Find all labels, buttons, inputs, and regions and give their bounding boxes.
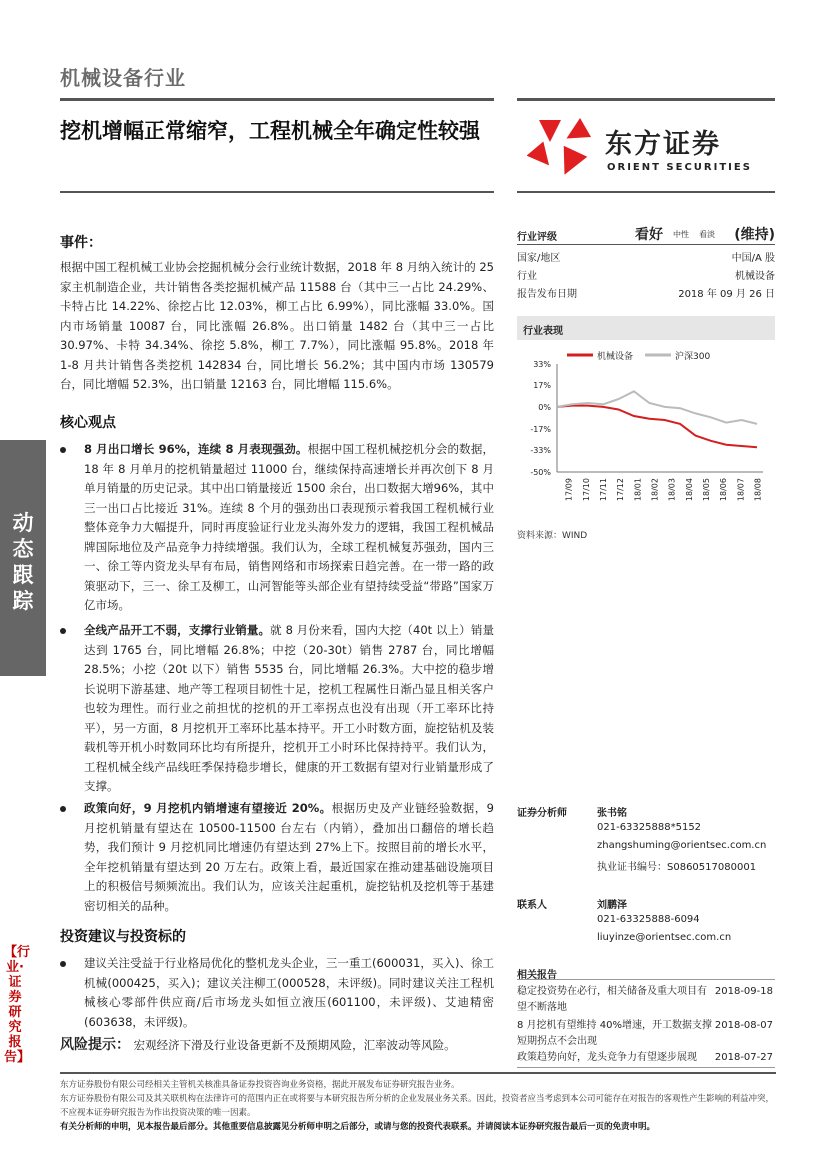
kv-key: 报告发布日期 xyxy=(517,289,577,300)
footer-line-1: 东方证券股份有限公司经相关主管机关核准具备证券投资咨询业务资格，据此开展发布证券研究报告业务。 xyxy=(60,1080,460,1090)
x-tick-label: 17/11 xyxy=(598,478,608,502)
bullet-dot xyxy=(60,806,66,812)
x-tick-label: 18/01 xyxy=(633,478,643,502)
x-tick-label: 18/04 xyxy=(684,478,694,502)
contact-phone: 021-63325888-6094 xyxy=(597,914,700,925)
related-report-title: 政策趋势向好，龙头竞争力有望逐步展现 xyxy=(517,1052,697,1063)
kv-key: 行业 xyxy=(517,271,537,282)
event-body: 根据中国工程机械工业协会挖掘机械分会行业统计数据，2018 年 8 月纳入统计的 25 家主机制造企业，共计销售各类挖掘机械产品 11588 台（其中三一占比 24.29%、卡特占比 14.22%、徐挖占比 12.03%，柳工占比 6.99%），同比涨幅 33.0%。国内市场销量 10087 台，同比涨幅 26.8%。出口销量 1482 台（其中三一占比 30.97%、卡特 34.34%、徐挖 5.8%，柳工 7.7%），同比涨幅 95.8%。2018 年 1-8 月共计销售各类挖机 142834 台，同比增长 56.2%；其中国内市场 130579 台，同比增幅 52.3%，出口销量 12163 台，同比增幅 115.6%。 xyxy=(60,260,494,391)
logo-text-cn: 东方证券 xyxy=(605,129,721,160)
contact-email[interactable]: liuyinze@orientsec.com.cn xyxy=(597,932,732,943)
event-heading: 事件： xyxy=(60,235,102,251)
related-heading: 相关报告 xyxy=(517,970,557,981)
kv-value: 2018 年 09 月 26 日 xyxy=(678,289,775,300)
rating-bearish: 看淡 xyxy=(699,230,715,239)
y-tick-label: 0% xyxy=(538,402,551,412)
footer-line-2: 东方证券股份有限公司及其关联机构在法律许可的范围内正在或将要与本研究报告所分析的企业发展业务关系。因此，投资者应当考虑到本公司可能存在对报告的客观性产生影响的利益冲突，不应视本证券研究报告为作出投资决策的唯一因素。 xyxy=(60,1094,775,1118)
kv-value: 机械设备 xyxy=(735,271,775,282)
bullet-text: 就 8 月份来看，国内大挖（40t 以上）销量达到 1765 台，同比增幅 26.8%；中挖（20-30t）销售 2787 台，同比增幅 28.5%；小挖（20t 以下）销售 5535 台，同比增幅 26.3%。大中挖的稳步增长说明下游基建、地产等工程项目韧性十足，挖机工程属性日渐凸显且相关客户也较为理性。而行业之前担忧的挖机的开工率拐点也没有出现（开工率环比持平），另一方面，8 月挖机开工率环比基本持平。开工小时数方面，旋挖钻机及装载机等开机小时数同环比均有所提升，挖机开工小时环比保持持平。我们认为，工程机械全线产品线旺季保持稳步增长，健康的开工数据有望对行业销量形成了支撑。 xyxy=(84,623,494,793)
x-tick-label: 17/09 xyxy=(564,478,574,502)
core-bullet-3 xyxy=(84,799,494,916)
industry-title: 机械设备行业 xyxy=(60,66,186,90)
bullet-lead: 全线产品开工不弱，支撑行业销量。 xyxy=(84,623,271,637)
x-tick-label: 18/05 xyxy=(701,478,711,502)
logo-mark-icon xyxy=(527,116,597,182)
related-rule xyxy=(517,979,775,980)
contact-name: 刘鹏泽 xyxy=(597,900,627,911)
rating-value: 看好 xyxy=(635,227,663,243)
x-tick-label: 18/07 xyxy=(736,478,746,502)
chart-source: 资料来源：WIND xyxy=(517,531,588,541)
invest-heading: 投资建议与投资标的 xyxy=(60,929,186,945)
related-report-date: 2018-07-27 xyxy=(714,1052,773,1063)
core-heading: 核心观点 xyxy=(60,415,116,431)
bullet-dot xyxy=(60,961,66,967)
related-report-item[interactable] xyxy=(517,984,775,1016)
risk-text: 宏观经济下滑及行业设备更新不及预期风险，汇率波动等风险。 xyxy=(133,1038,456,1052)
contact-label: 联系人 xyxy=(517,900,547,911)
rating-label: 行业评级 xyxy=(517,232,557,243)
related-report-item[interactable] xyxy=(517,1018,775,1050)
rating-neutral: 中性 xyxy=(673,230,689,239)
kv-key: 国家/地区 xyxy=(517,253,561,264)
rating-rule xyxy=(517,244,775,245)
legend-label: 机械设备 xyxy=(597,352,634,362)
x-tick-label: 18/06 xyxy=(719,478,729,502)
x-tick-label: 17/10 xyxy=(581,478,591,502)
bullet-dot xyxy=(60,447,66,453)
analyst-cert: 执业证书编号：S0860517080001 xyxy=(597,862,757,873)
related-bottom-rule xyxy=(517,1067,775,1068)
x-tick-label: 17/12 xyxy=(616,478,626,502)
y-tick-label: -33% xyxy=(530,445,551,455)
side-band-text: 【行业·证券研究报告】 xyxy=(4,945,31,1065)
related-report-item[interactable] xyxy=(517,1050,775,1066)
y-tick-label: -50% xyxy=(530,468,551,477)
bullet-text: 根据中国工程机械挖机分会的数据，18 年 8 月单月的挖机销量超过 11000 台，继续保持高速增长并再次创下 8 月单月销量的历史记录。其中出口销量接近 1500 余台，出口数据大增96%，其中三一出口占比接近 31%。连续 8 个月的强劲出口表现预示着我国工程机械行业整体竞争力大幅提升，同时再度验证行业龙头海外发力的逻辑，我国工程机械品牌国际地位及产品竞争力持续增强。我们认为，全球工程机械复苏强劲，国内三一、徐工等内资龙头早有布局，销售网络和市场探索日趋完善。在一带一路的政策驱动下，三一、徐工及柳工，山河智能等头部企业有望持续受益“带路”国家万亿市场。 xyxy=(84,442,494,612)
core-bullet-1 xyxy=(84,440,494,616)
invest-text: 建议关注受益于行业格局优化的整机龙头企业，三一重工(600031，买入)、徐工机械(000425，买入)；建议关注柳工(000528，未评级)。同时建议关注工程机械核心零部件供应商/后市场龙头如恒立液压(601100，未评级)、艾迪精密(603638，未评级)。 xyxy=(84,956,494,1029)
bullet-lead: 8 月出口增长 96%，连续 8 月表现强劲。 xyxy=(84,442,308,456)
rating-country xyxy=(517,249,775,265)
risk-heading: 风险提示： xyxy=(60,1037,130,1053)
footer-rule xyxy=(60,1072,776,1074)
rating-industry xyxy=(517,267,775,283)
rating-row xyxy=(517,225,775,243)
side-tab-text: 动态跟踪 xyxy=(12,511,34,613)
performance-heading: 行业表现 xyxy=(517,316,775,340)
y-tick-label: 33% xyxy=(533,360,551,369)
analyst-name: 张书铭 xyxy=(597,808,627,819)
related-report-title: 稳定投资势在必行，相关储备及重大项目有望不断落地 xyxy=(517,986,707,1013)
kv-value: 中国/A 股 xyxy=(731,253,775,264)
rating-maintain: (维持) xyxy=(734,227,775,243)
footer-line-3: 有关分析师的申明，见本报告最后部分。其他重要信息披露见分析师申明之后部分，或请与您的投资代表联系。并请阅读本证券研究报告最后一页的免责申明。 xyxy=(60,1122,656,1132)
x-tick-label: 18/02 xyxy=(650,478,660,502)
x-tick-label: 18/08 xyxy=(753,478,763,502)
performance-chart xyxy=(517,344,775,522)
side-band xyxy=(0,945,31,1067)
analyst-email[interactable]: zhangshuming@orientsec.com.cn xyxy=(597,840,767,851)
header-rule xyxy=(517,98,775,101)
bullet-lead: 政策向好，9 月挖机内销增速有望接近 20%。 xyxy=(84,801,332,815)
bullet-dot xyxy=(60,628,66,634)
bullet-text: 根据历史及产业链经验数据，9 月挖机销量有望达在 10500-11500 台左右（内销），叠加出口翻倍的增长趋势，我们预计 9 月挖机同比增速仍有望达到 27%上下。按照目前的增长水平，全年挖机销量有望达到 20 万左右。政策上看，最近国家在推动建基础设施项目上的积极信号频频流出。我们认为，应该关注起重机，旋挖钻机及挖机等于基建密切相关的品种。 xyxy=(84,801,494,913)
related-report-date: 2018-08-07 xyxy=(714,1020,773,1031)
title-rule xyxy=(60,191,494,193)
series-line xyxy=(557,406,757,448)
logo-text-en: ORIENT SECURITIES xyxy=(607,162,752,173)
risk-section xyxy=(60,1036,500,1055)
report-title: 挖机增幅正常缩窄，工程机械全年确定性较强 xyxy=(60,119,480,143)
core-bullet-2 xyxy=(84,621,494,797)
analyst-label: 证券分析师 xyxy=(517,808,567,819)
legend-label: 沪深300 xyxy=(675,352,711,362)
header-rule xyxy=(60,98,494,101)
related-report-date: 2018-09-18 xyxy=(714,986,773,997)
related-report-title: 8 月挖机有望维持 40%增速，开工数据支撑短期拐点不会出现 xyxy=(517,1020,712,1047)
analyst-phone: 021-63325888*5152 xyxy=(597,822,702,833)
x-tick-label: 18/03 xyxy=(667,478,677,502)
y-tick-label: -17% xyxy=(530,425,551,435)
company-logo xyxy=(527,116,777,182)
y-tick-label: 17% xyxy=(533,380,551,390)
footer-disclaimer xyxy=(60,1078,776,1134)
rating-date xyxy=(517,285,775,301)
logo-rule xyxy=(517,191,775,193)
side-tab xyxy=(0,440,46,676)
